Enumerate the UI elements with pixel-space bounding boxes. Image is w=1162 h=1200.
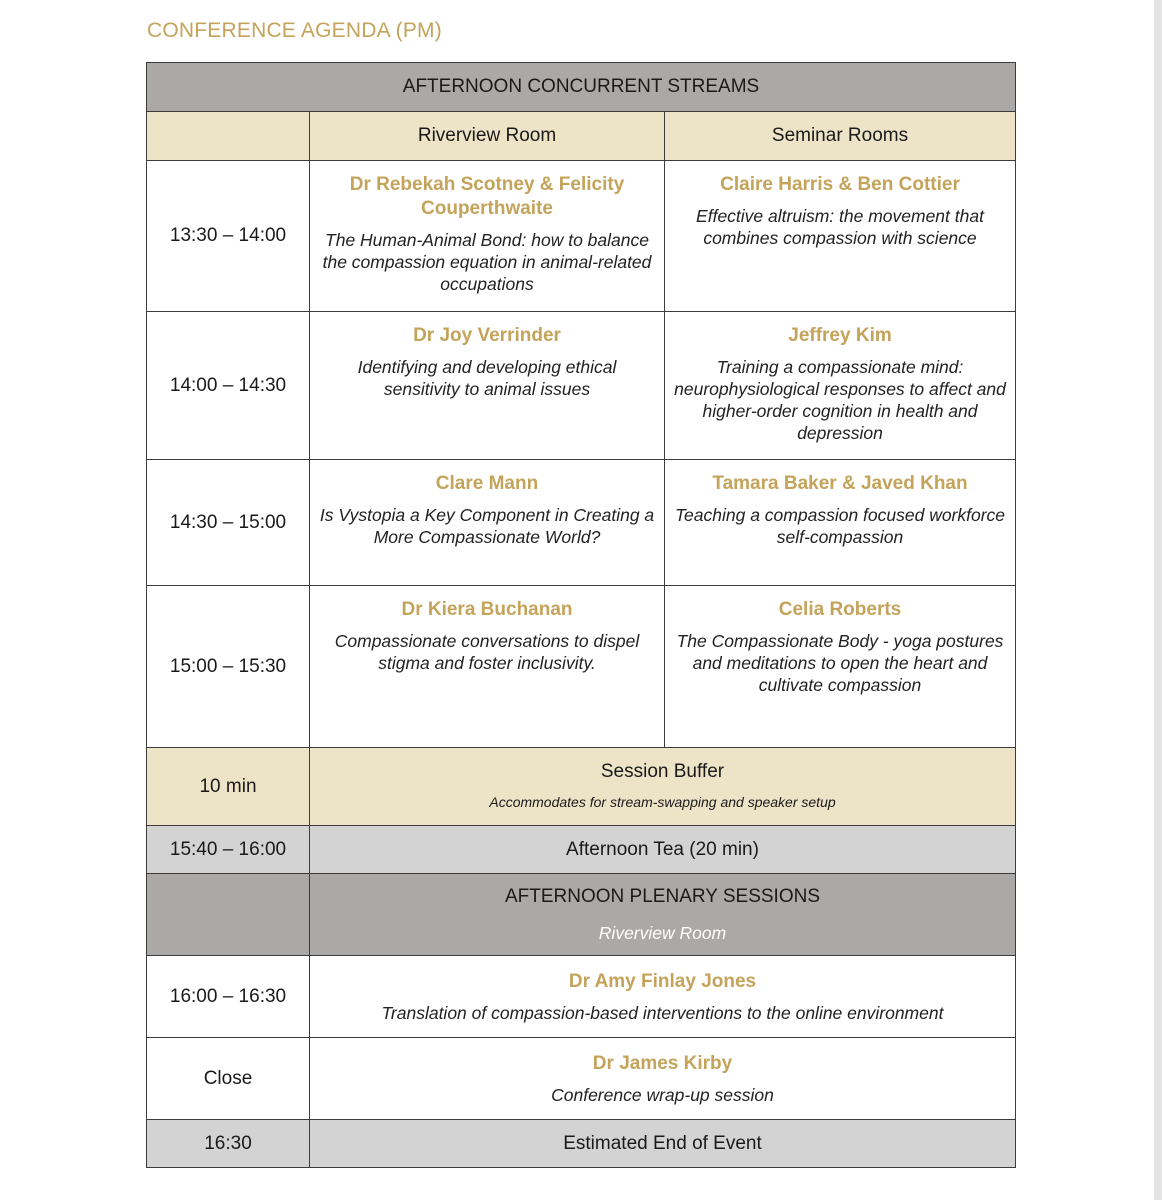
session-left [310,161,665,312]
session-row [147,312,1016,460]
speaker-name: Claire Harris & Ben Cottier [720,174,960,195]
session-time: 15:00 – 15:30 [147,586,310,748]
page-edge [1154,0,1162,1200]
rooms-time-blank [147,112,310,161]
session-right [665,161,1016,312]
end-time: 16:30 [147,1120,310,1168]
streams-header-row [147,63,1016,112]
session-row [147,586,1016,748]
plenary-time: 16:00 – 16:30 [147,956,310,1038]
plenary-row [147,1038,1016,1120]
talk-title: Teaching a compassion focused workforce self-compassion [674,505,1006,547]
speaker-name: Celia Roberts [778,599,902,620]
session-time: 13:30 – 14:00 [147,161,310,312]
plenary-time: Close [147,1038,310,1120]
session-right [665,312,1016,460]
agenda-table [146,62,1016,1168]
talk-title: The Compassionate Body - yoga postures and meditations to open the heart and cultivate compassion [676,631,1004,695]
session-time: 14:00 – 14:30 [147,312,310,460]
speaker-name: Dr James Kirby [592,1052,733,1074]
talk-title: Compassionate conversations to dispel stigma and foster inclusivity. [334,631,640,673]
session-row [147,161,1016,312]
plenary-session [310,956,1016,1038]
talk-title: Is Vystopia a Key Component in Creating a More Compassionate World? [319,505,655,547]
session-right [665,586,1016,748]
buffer-note: Accommodates for stream-swapping and speaker setup [489,793,836,810]
speaker-name: Jeffrey Kim [788,325,892,346]
tea-time: 15:40 – 16:00 [147,826,310,874]
buffer-title: Session Buffer [600,760,725,782]
session-left [310,586,665,748]
plenary-row [147,956,1016,1038]
buffer-row [147,748,1016,826]
speaker-name: Tamara Baker & Javed Khan [712,473,968,494]
room-left-label: Riverview Room [310,112,665,161]
tea-title: Afternoon Tea (20 min) [310,826,1016,874]
room-right-label: Seminar Rooms [665,112,1016,161]
speaker-name: Dr Rebekah Scotney & Felicity Couperthwaite [349,174,625,219]
streams-header: AFTERNOON CONCURRENT STREAMS [147,63,1016,112]
speaker-name: Dr Kiera Buchanan [401,599,573,620]
session-left [310,460,665,586]
speaker-name: Dr Amy Finlay Jones [568,970,757,992]
speaker-name: Clare Mann [435,473,539,494]
tea-row [147,826,1016,874]
plenary-time-blank [147,874,310,956]
plenary-session [310,1038,1016,1120]
plenary-room: Riverview Room [598,922,727,943]
buffer-cell [310,748,1016,826]
talk-title: Identifying and developing ethical sensitivity to animal issues [357,357,617,399]
talk-title: Effective altruism: the movement that combines compassion with science [696,206,984,248]
buffer-time: 10 min [147,748,310,826]
page-title: CONFERENCE AGENDA (PM) [147,19,442,42]
plenary-header-row [147,874,1016,956]
session-left [310,312,665,460]
session-right [665,460,1016,586]
speaker-name: Dr Joy Verrinder [413,325,561,346]
end-row [147,1120,1016,1168]
plenary-header-cell [310,874,1016,956]
talk-title: Conference wrap-up session [551,1084,774,1105]
talk-title: Translation of compassion-based interventions to the online environment [381,1002,944,1023]
talk-title: The Human-Animal Bond: how to balance the compassion equation in animal-related occupations [322,230,652,294]
session-time: 14:30 – 15:00 [147,460,310,586]
talk-title: Training a compassionate mind: neurophysiological responses to affect and higher-order cognition in health and depression [674,357,1006,443]
plenary-header: AFTERNOON PLENARY SESSIONS [505,885,820,907]
session-row [147,460,1016,586]
rooms-row [147,112,1016,161]
end-title: Estimated End of Event [310,1120,1016,1168]
